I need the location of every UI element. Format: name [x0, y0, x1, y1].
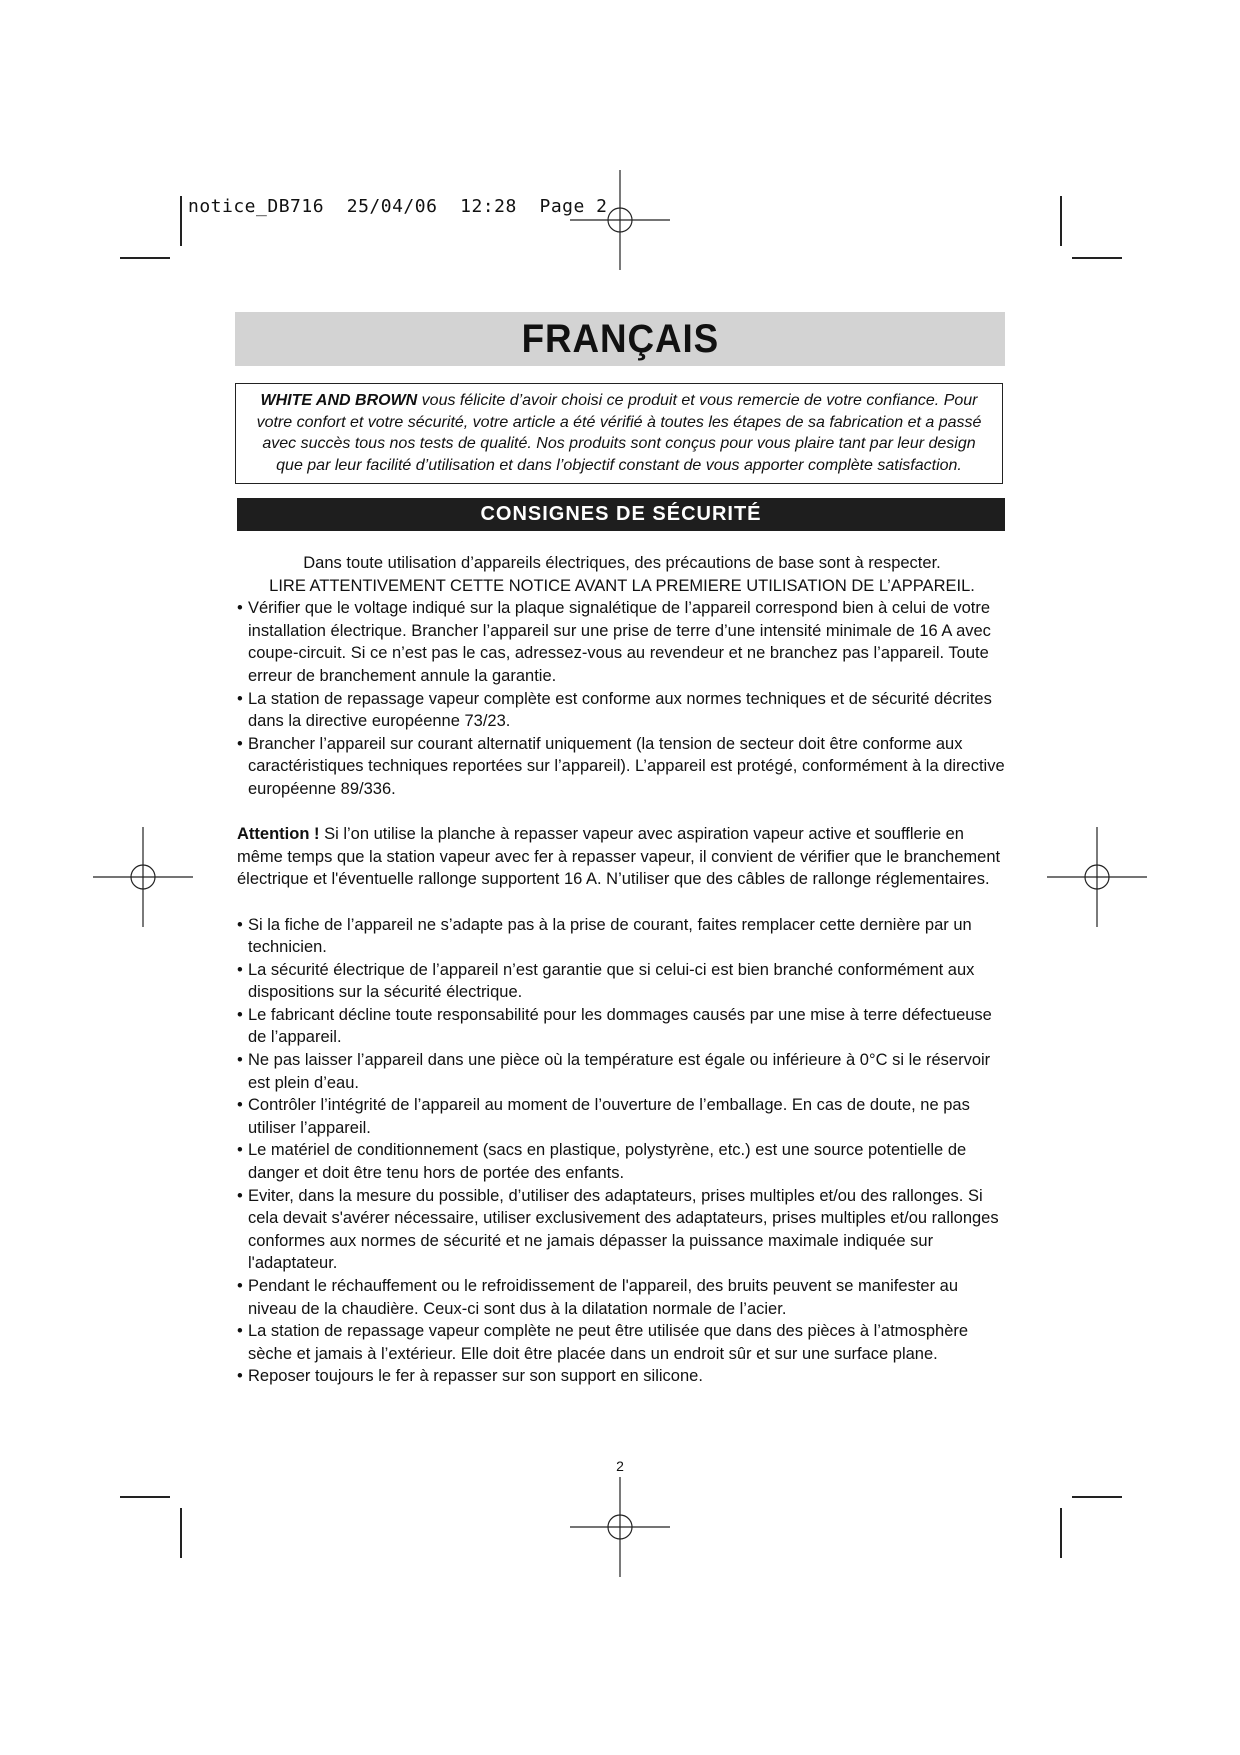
crop-mark-top-left-v — [180, 196, 182, 246]
list-item: • La sécurité électrique de l’appareil n’est garantie que si celui-ci est bien branché conformément aux dispositions sur la sécurité électrique. — [237, 959, 1007, 1004]
intro-box — [235, 383, 1003, 484]
bullet-list-b — [237, 914, 1007, 1388]
crop-mark-bottom-left-v — [180, 1508, 182, 1558]
list-item: • Le fabricant décline toute responsabilité pour les dommages causés par une mise à terre défectueuse de l’appareil. — [237, 1004, 1007, 1049]
list-item: • La station de repassage vapeur complète est conforme aux normes techniques et de sécurité décrites dans la directive européenne 73/23. — [237, 688, 1007, 733]
registration-mark-bottom-icon — [570, 1477, 670, 1577]
list-item: • Si la fiche de l’appareil ne s’adapte pas à la prise de courant, faites remplacer cette dernière par un technicien. — [237, 914, 1007, 959]
intro-text: vous félicite d’avoir choisi ce produit et vous remercie de votre confiance. Pour votre confort et votre sécurité, votre article a été vérifié à toutes les étapes de sa fabrication et a passé avec succès tous nos tests de qualité. Nos produits sont conçus pour vous plaire tant par leur design que par leur facilité d’utilisation et dans l’objectif constant de vous apporter complète satisfaction. — [256, 392, 982, 474]
list-item: • Le matériel de conditionnement (sacs en plastique, polystyrène, etc.) est une source potentielle de danger et doit être tenu hors de portée des enfants. — [237, 1139, 1007, 1184]
list-item: • Ne pas laisser l’appareil dans une pièce où la température est égale ou inférieure à 0°C si le réservoir est plein d’eau. — [237, 1049, 1007, 1094]
list-item: • Brancher l’appareil sur courant alternatif uniquement (la tension de secteur doit être conforme aux caractéristiques techniques reportées sur l’appareil). L’appareil est protégé, conformément à la directive européenne 89/336. — [237, 733, 1007, 801]
registration-mark-left-icon — [93, 827, 193, 927]
preamble-warning-line: LIRE ATTENTIVEMENT CETTE NOTICE AVANT LA PREMIERE UTILISATION DE L’APPAREIL. — [269, 576, 975, 595]
intro-brand: WHITE AND BROWN — [260, 392, 418, 409]
list-item: • Vérifier que le voltage indiqué sur la plaque signalétique de l’appareil correspond bien à celui de votre installation électrique. Brancher l’appareil sur une prise de terre d’une intensité minimale de 16 A avec coupe-circuit. Si ce n’est pas le cas, adressez-vous au revendeur et ne branchez pas l’appareil. Toute erreur de branchement annule la garantie. — [237, 597, 1007, 687]
language-heading: FRANÇAIS — [521, 316, 719, 361]
print-slug — [188, 196, 608, 217]
registration-mark-right-icon — [1047, 827, 1147, 927]
language-heading-band — [235, 312, 1005, 366]
slug-file: notice_DB716 — [188, 196, 325, 217]
attention-paragraph — [237, 823, 1007, 891]
bullet-list-a — [237, 597, 1007, 800]
crop-mark-bottom-left-h — [120, 1496, 170, 1498]
registration-mark-top-icon — [570, 170, 670, 270]
attention-text: Si l’on utilise la planche à repasser vapeur avec aspiration vapeur active et soufflerie en même temps que la station vapeur avec fer à repasser vapeur, il convient de vérifier que le branchement électrique et l'éventuelle rallonge supportent 16 A. N’utiliser que des câbles de rallonge réglementaires. — [237, 825, 1001, 889]
safety-instructions — [237, 552, 1007, 1388]
list-item: • La station de repassage vapeur complète ne peut être utilisée que dans des pièces à l’atmosphère sèche et jamais à l’extérieur. Elle doit être placée dans un endroit sûr et sur une surface plane. — [237, 1320, 1007, 1365]
crop-mark-bottom-right-h — [1072, 1496, 1122, 1498]
list-item: • Pendant le réchauffement ou le refroidissement de l'appareil, des bruits peuvent se manifester au niveau de la chaudière. Ceux-ci sont dus à la dilatation normale de l’acier. — [237, 1275, 1007, 1320]
preamble-line: Dans toute utilisation d’appareils électriques, des précautions de base sont à respecter. — [303, 554, 941, 572]
slug-page: Page 2 — [539, 196, 608, 217]
list-item: • Reposer toujours le fer à repasser sur son support en silicone. — [237, 1365, 1007, 1388]
slug-date: 25/04/06 — [346, 196, 438, 217]
slug-time: 12:28 — [460, 196, 517, 217]
crop-mark-bottom-right-v — [1060, 1508, 1062, 1558]
list-item: • Eviter, dans la mesure du possible, d’utiliser des adaptateurs, prises multiples et/ou des rallonges. Si cela devait s'avérer nécessaire, utiliser exclusivement des adaptateurs, prises multiples et/ou rallonges conformes aux normes de sécurité et ne jamais dépasser la puissance maximale indiquée sur l'adaptateur. — [237, 1185, 1007, 1275]
page-number: 2 — [616, 1458, 624, 1474]
section-title: CONSIGNES DE SÉCURITÉ — [480, 503, 762, 525]
section-title-band — [237, 498, 1005, 531]
crop-mark-top-right-v — [1060, 196, 1062, 246]
crop-mark-top-right-h — [1072, 257, 1122, 259]
list-item: • Contrôler l’intégrité de l’appareil au moment de l’ouverture de l’emballage. En cas de doute, ne pas utiliser l’appareil. — [237, 1094, 1007, 1139]
crop-mark-top-left-h — [120, 257, 170, 259]
attention-lead: Attention ! — [237, 825, 320, 844]
